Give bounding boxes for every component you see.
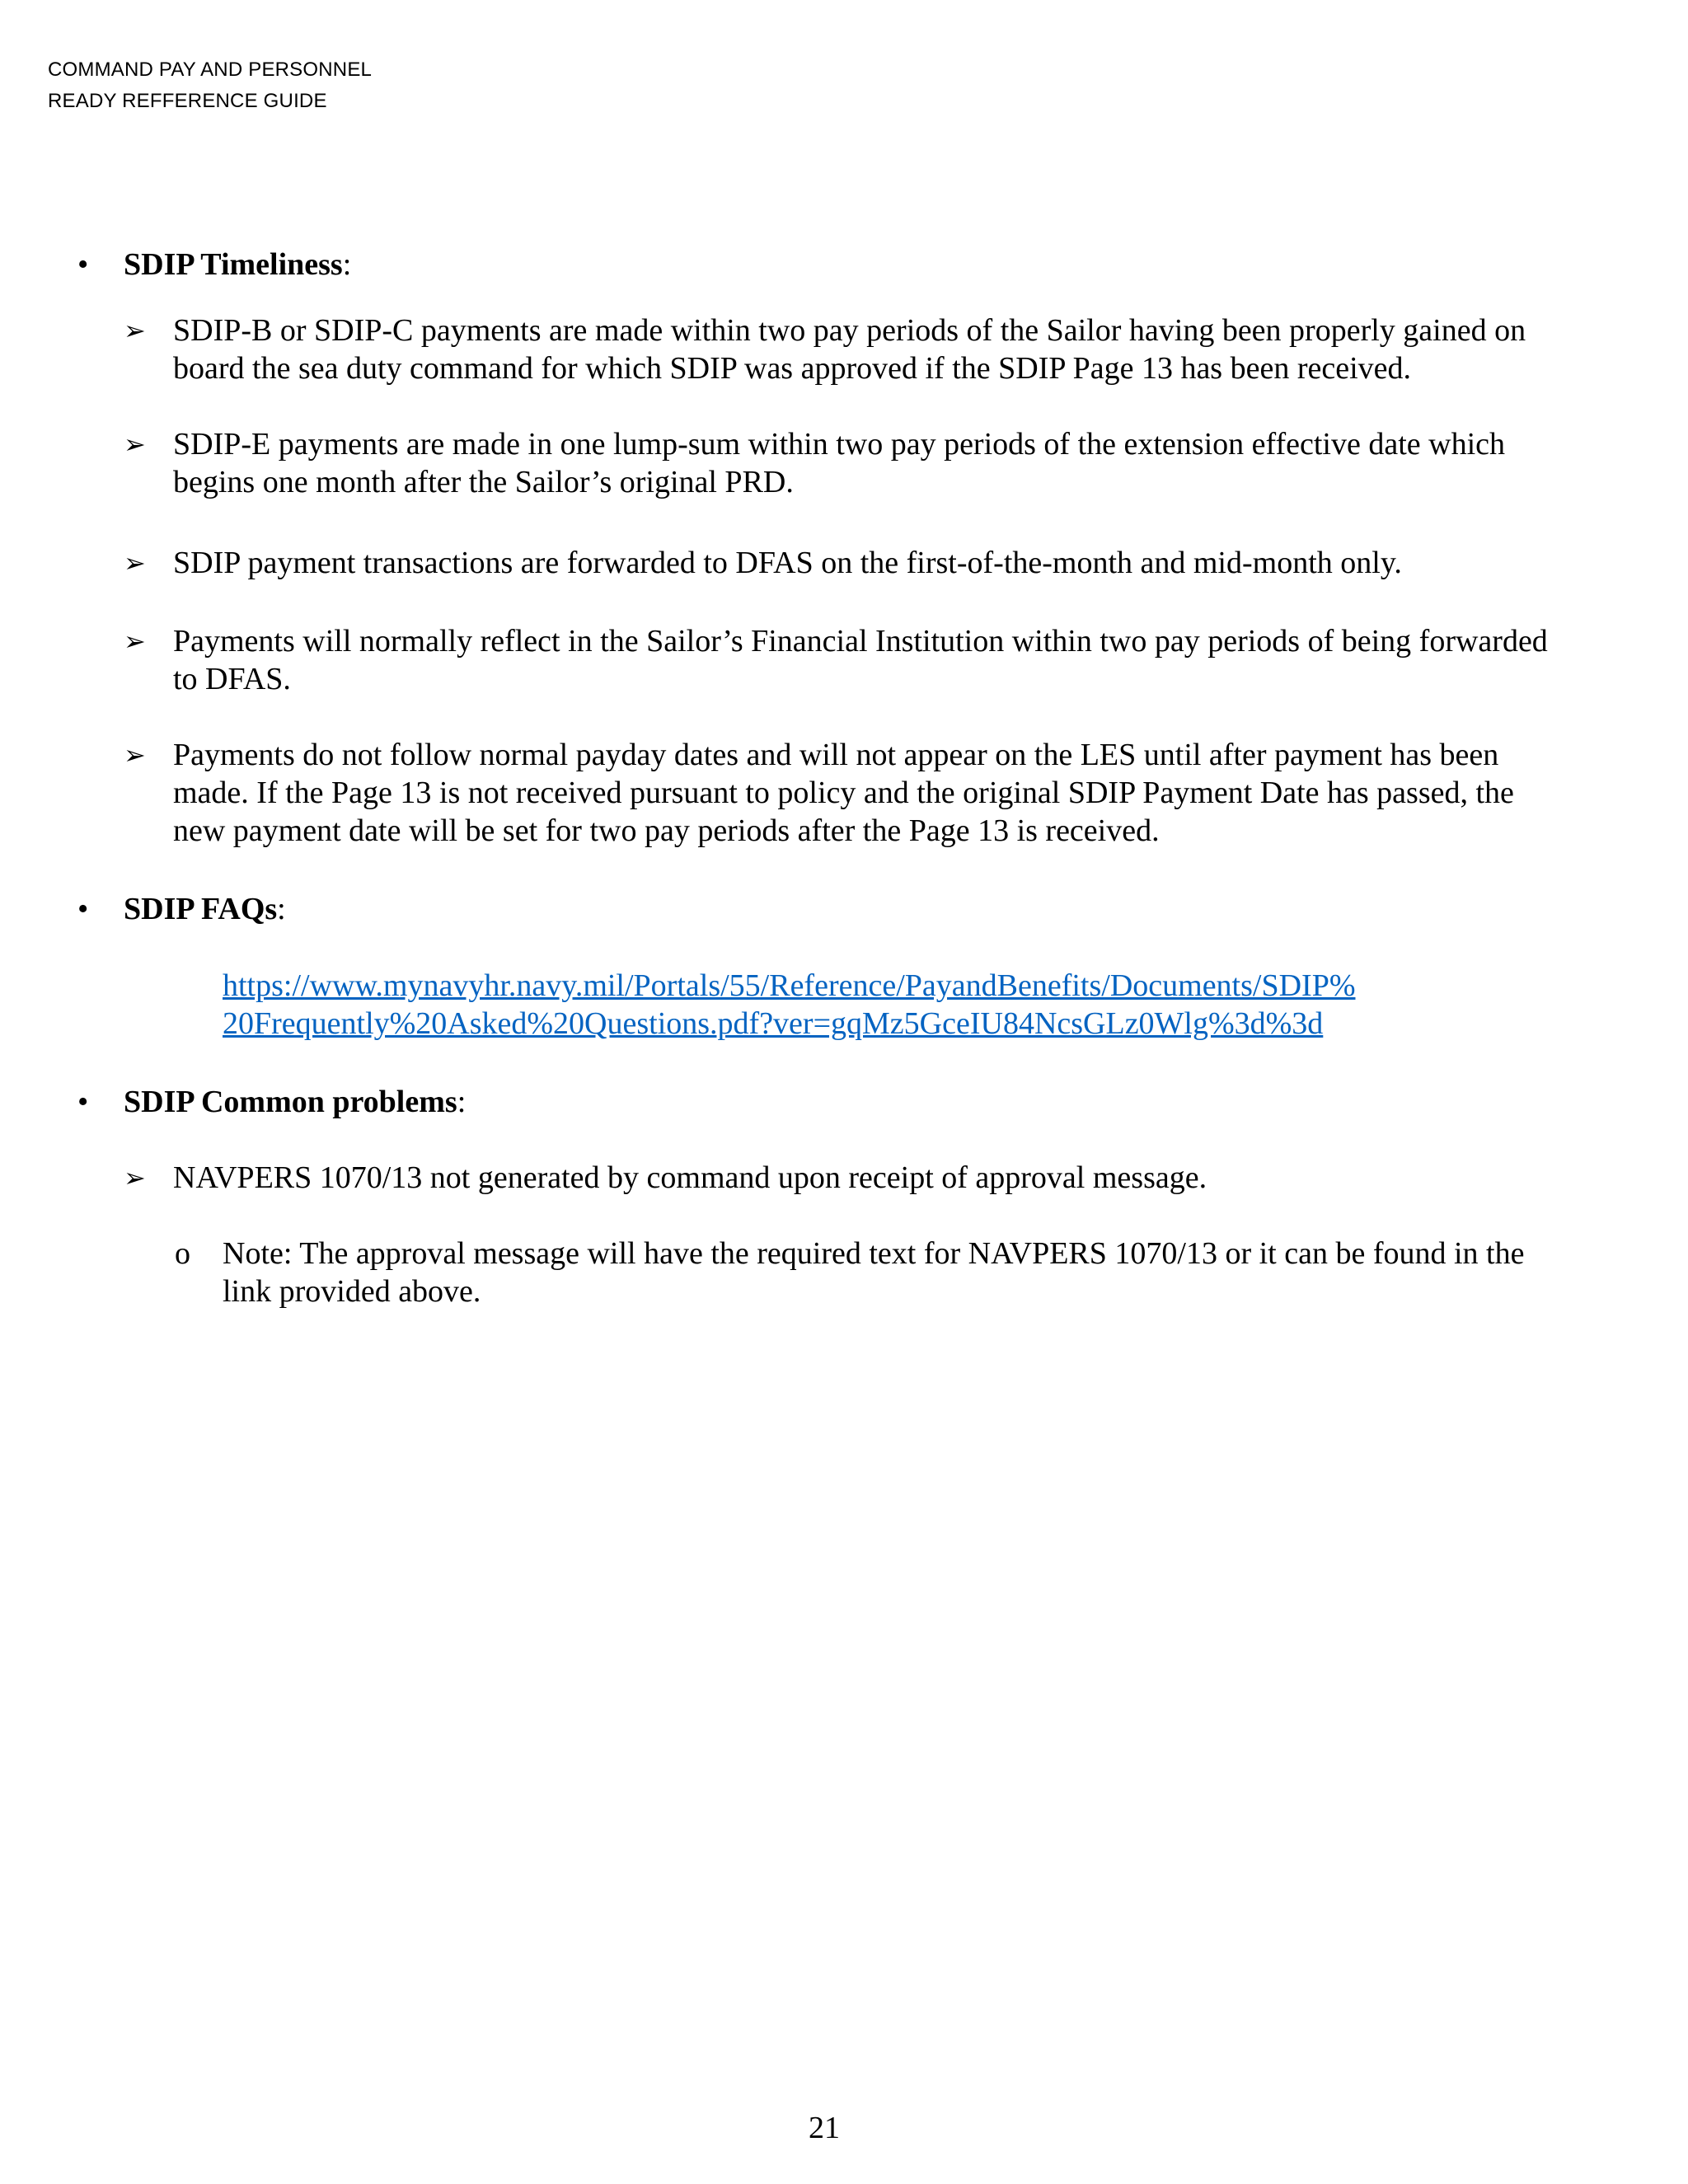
section-title: SDIP FAQs: bbox=[124, 892, 286, 926]
bullet-icon: • bbox=[77, 892, 89, 926]
page-header bbox=[48, 54, 372, 117]
header-line-1: COMMAND PAY AND PERSONNEL bbox=[48, 59, 373, 81]
list-item-text: SDIP-B or SDIP-C payments are made within two pay periods of the Sailor having been properly gained on board the sea duty command for which SDIP was approved if the SDIP Page 13 has been received. bbox=[173, 313, 1526, 386]
list-item-text: NAVPERS 1070/13 not generated by command upon receipt of approval message. bbox=[173, 1160, 1207, 1195]
arrow-bullet-icon: ➢ bbox=[124, 547, 146, 579]
bullet-icon: • bbox=[77, 1085, 89, 1119]
note-text: Note: The approval message will have the required text for NAVPERS 1070/13 or it can be found in the link provided above. bbox=[223, 1236, 1525, 1309]
list-item-text: SDIP payment transactions are forwarded to DFAS on the first-of-the-month and mid-month only. bbox=[173, 546, 1402, 580]
circle-bullet-icon: o bbox=[175, 1236, 190, 1271]
faq-link[interactable]: https://www.mynavyhr.navy.mil/Portals/55/Reference/PayandBenefits/Documents/SDIP% 20Frequently%20Asked%20Questions.pdf?ver=gqMz5GceIU84NcsGLz0Wlg%3d%3d bbox=[223, 968, 1356, 1041]
bullet-icon: • bbox=[77, 247, 89, 282]
arrow-bullet-icon: ➢ bbox=[124, 1162, 146, 1193]
arrow-bullet-icon: ➢ bbox=[124, 739, 146, 771]
page-number: 21 bbox=[809, 2111, 840, 2145]
arrow-bullet-icon: ➢ bbox=[124, 315, 146, 346]
header-line-2: READY REFFERENCE GUIDE bbox=[48, 90, 327, 112]
list-item-text: Payments will normally reflect in the Sailor’s Financial Institution within two pay periods of being forwarded to DFAS. bbox=[173, 624, 1548, 696]
section-title: SDIP Common problems: bbox=[124, 1085, 467, 1119]
list-item-text: Payments do not follow normal payday dates and will not appear on the LES until after payment has been made. If the Page 13 is not received pursuant to policy and the original SDIP Payment Date has passed, the new payment date will be set for two pay periods after the Page 13 is received. bbox=[173, 738, 1514, 848]
list-item-text: SDIP-E payments are made in one lump-sum within two pay periods of the extension effective date which begins one month after the Sailor’s original PRD. bbox=[173, 427, 1506, 499]
section-title: SDIP Timeliness: bbox=[124, 247, 352, 282]
arrow-bullet-icon: ➢ bbox=[124, 626, 146, 657]
arrow-bullet-icon: ➢ bbox=[124, 429, 146, 460]
